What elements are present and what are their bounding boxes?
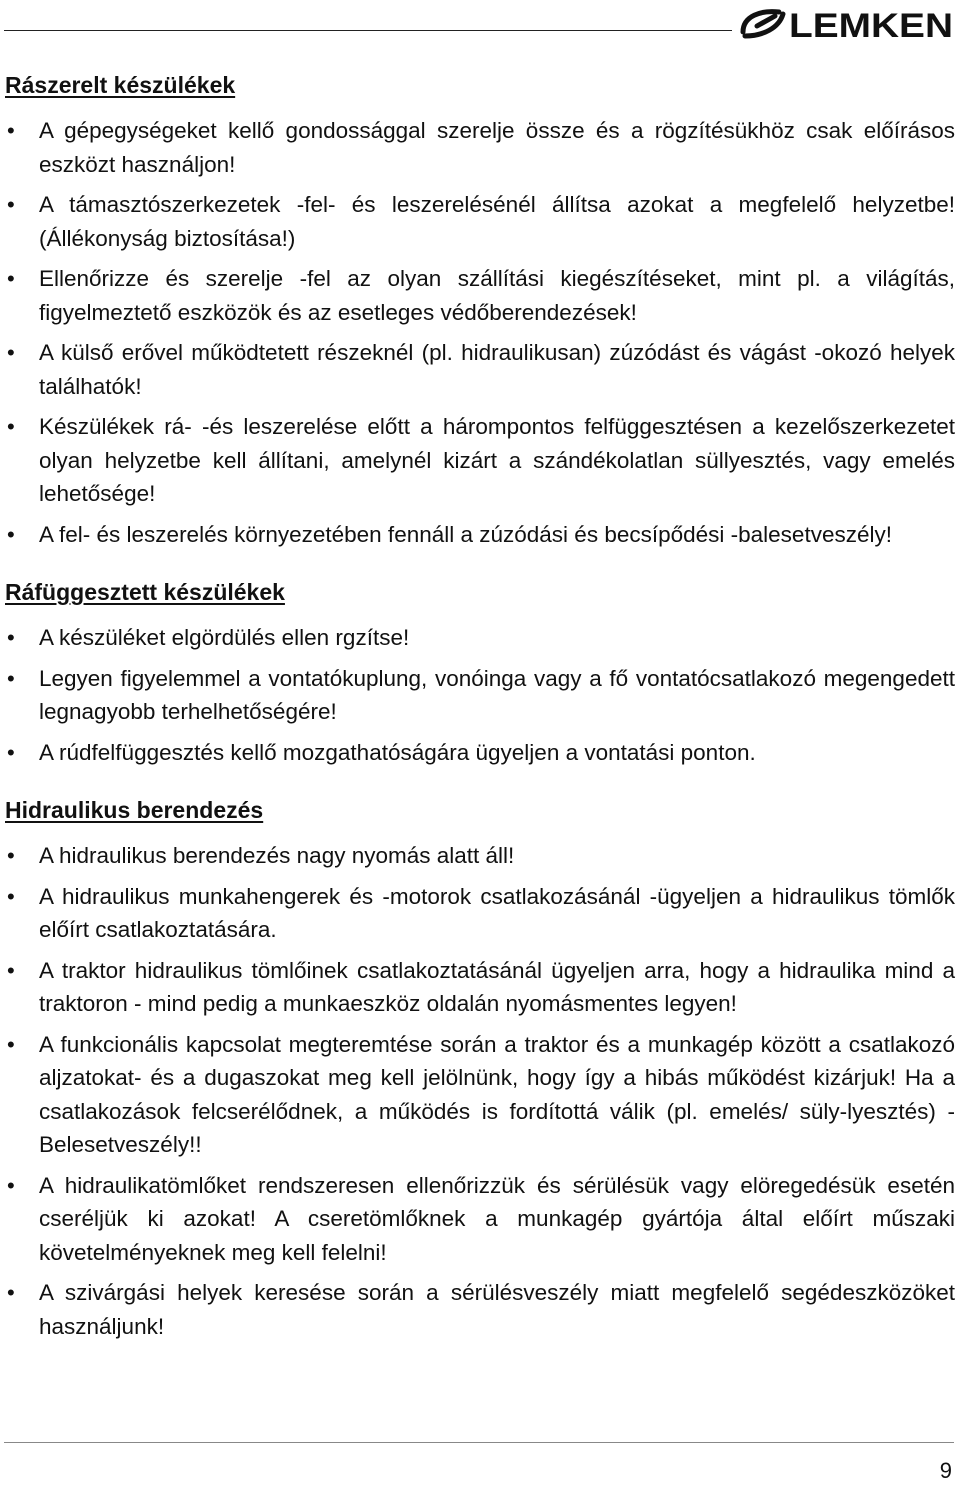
list-item: • A hidraulikatömlőket rendszeresen ellenőrizzük és sérülésük vagy elöregedésük esetén cseréljük ki azokat! A cseretömlőknek a munkagép gyártója által előírt műszaki követelményeknek meg kell felelni! xyxy=(5,1169,955,1270)
header-rule xyxy=(4,30,732,31)
bullet-icon: • xyxy=(7,1031,15,1057)
lemken-logo xyxy=(735,2,957,46)
bullet-list xyxy=(5,839,955,1343)
list-item: • Ellenőrizze és szerelje -fel az olyan szállítási kiegészítéseket, mint pl. a világítás, figyelmeztető eszközök és az esetleges védőberendezések! xyxy=(5,262,955,329)
list-item: • A gépegységeket kellő gondossággal szerelje össze és a rögzítésükhöz csak előírásos eszközt használjon! xyxy=(5,114,955,181)
list-item: • A támasztószerkezetek -fel- és leszerelésénél állítsa azokat a megfelelő helyzetbe! (Állékonyság biztosítása!) xyxy=(5,188,955,255)
lemken-emblem-icon xyxy=(743,12,783,36)
list-item: • A szivárgási helyek keresése során a sérülésveszély miatt megfelelő segédeszközöket használjunk! xyxy=(5,1276,955,1343)
list-item: • A hidraulikus munkahengerek és -motorok csatlakozásánál -ügyeljen a hidraulikus tömlők előírt csatlakoztatására. xyxy=(5,880,955,947)
list-item: • Legyen figyelemmel a vontatókuplung, vonóinga vagy a fő vontatócsatlakozó megengedett legnagyobb terhelhetőségére! xyxy=(5,662,955,729)
bullet-icon: • xyxy=(7,414,15,439)
list-item: • A funkcionális kapcsolat megteremtése során a traktor és a munkagép között a csatlakozó aljzatokat- és a dugaszokat meg kell jelölnünk, hogy így a hibás működést kizárjuk! Ha a csatlakozások felcserélődnek, a működés is fordítottá válik (pl. emelés/ süly-lyesztés) - Belesetveszély!! xyxy=(5,1028,955,1162)
bullet-icon: • xyxy=(7,625,15,650)
bullet-list xyxy=(5,114,955,551)
bullet-icon: • xyxy=(7,957,15,983)
bullet-list xyxy=(5,621,955,769)
section-heading: Ráfüggesztett készülékek xyxy=(5,579,285,605)
footer-rule xyxy=(4,1442,954,1443)
bullet-icon: • xyxy=(7,1280,15,1305)
list-item: • A készüléket elgördülés ellen rgzítse! xyxy=(5,621,955,655)
bullet-icon: • xyxy=(7,118,15,143)
list-item: • A hidraulikus berendezés nagy nyomás alatt áll! xyxy=(5,839,955,873)
bullet-icon: • xyxy=(7,883,15,909)
list-item: • A rúdfelfüggesztés kellő mozgathatóságára ügyeljen a vontatási ponton. xyxy=(5,736,955,770)
bullet-icon: • xyxy=(7,843,15,868)
list-item: • A külső erővel működtetett részeknél (pl. hidraulikusan) zúzódást és vágást -okozó helyek találhatók! xyxy=(5,336,955,403)
bullet-icon: • xyxy=(7,340,15,365)
list-item: • A traktor hidraulikus tömlőinek csatlakoztatásánál ügyeljen arra, hogy a hidraulika mind a traktoron - mind pedig a munkaeszköz oldalán nyomásmentes legyen! xyxy=(5,954,955,1021)
list-item: • Készülékek rá- -és leszerelése előtt a hárompontos felfüggesztésen a kezelőszerkezetet olyan helyzetbe kell állítani, amelynél kizárt a szándékolatlan süllyesztés, vagy emelés lehetősége! xyxy=(5,410,955,511)
bullet-icon: • xyxy=(7,739,15,765)
page-number: 9 xyxy=(939,1458,952,1483)
section-hydraulic-system xyxy=(5,795,955,1343)
lemken-wordmark: LEMKEN xyxy=(789,7,953,45)
section-heading: Hidraulikus berendezés xyxy=(5,797,264,823)
section-heading: Rászerelt készülékek xyxy=(5,72,236,98)
bullet-icon: • xyxy=(7,521,15,547)
list-item: • A fel- és leszerelés környezetében fennáll a zúzódási és becsípődési -balesetveszély! xyxy=(5,518,955,552)
bullet-icon: • xyxy=(7,192,15,217)
document-body xyxy=(5,70,955,1369)
bullet-icon: • xyxy=(7,1172,15,1198)
bullet-icon: • xyxy=(7,665,15,691)
section-mounted-implements xyxy=(5,70,955,551)
bullet-icon: • xyxy=(7,266,15,291)
section-trailed-implements xyxy=(5,577,955,769)
